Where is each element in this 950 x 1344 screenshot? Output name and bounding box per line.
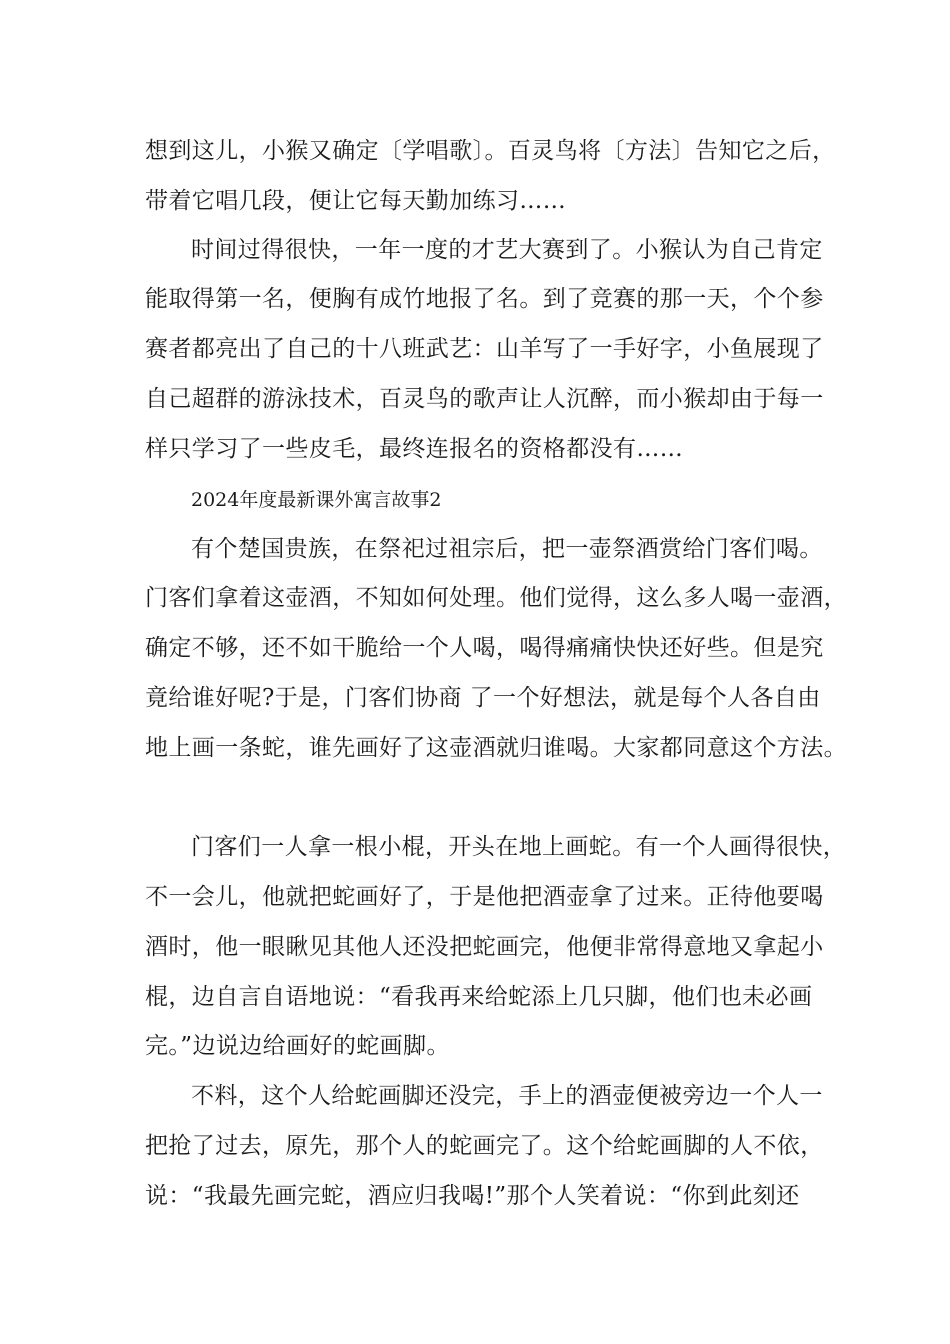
text-line: 带着它唱几段，便让它每天勤加练习…… <box>145 188 567 214</box>
text-line: 确定不够，还不如干脆给一个人喝，喝得痛痛快快还好些。但是究 <box>145 635 824 661</box>
text-line: 把抢了过去，原先，那个人的蛇画完了。这个给蛇画脚的人不依， <box>145 1133 824 1159</box>
text-line: 自己超群的游泳技术，百灵鸟的歌声让人沉醉，而小猴却由于每一 <box>145 386 824 412</box>
text-line: 不料，这个人给蛇画脚还没完，手上的酒壶便被旁边一个人一 <box>191 1083 823 1109</box>
text-line: 竟给谁好呢?于是，门客们协商 了一个好想法，就是每个人各自由 <box>145 685 821 711</box>
text-line: 地上画一条蛇，谁先画好了这壶酒就归谁喝。大家都同意这个方法。 <box>145 735 847 761</box>
text-line: 能取得第一名，便胸有成竹地报了名。到了竞赛的那一天，个个参 <box>145 286 824 312</box>
text-line: 说：“我最先画完蛇，酒应归我喝!”那个人笑着说：“你到此刻还 <box>145 1183 800 1209</box>
text-line: 门客们拿着这壶酒，不知如何处理。他们觉得，这么多人喝一壶酒， <box>145 585 847 611</box>
text-line: 不一会儿，他就把蛇画好了，于是他把酒壶拿了过来。正待他要喝 <box>145 884 824 910</box>
text-line: 想到这儿，小猴又确定〔学唱歌〕。百灵鸟将〔方法〕告知它之后， <box>145 138 836 164</box>
section-heading: 2024年度最新课外寓言故事2 <box>191 489 442 511</box>
text-line: 时间过得很快，一年一度的才艺大赛到了。小猴认为自己肯定 <box>191 237 823 263</box>
text-line: 样只学习了一些皮毛，最终连报名的资格都没有…… <box>145 436 684 462</box>
text-line: 棍，边自言自语地说：“看我再来给蛇添上几只脚，他们也未必画 <box>145 984 813 1010</box>
text-line: 赛者都亮出了自己的十八班武艺：山羊写了一手好字，小鱼展现了 <box>145 336 824 362</box>
text-line: 有个楚国贵族，在祭祀过祖宗后，把一壶祭酒赏给门客们喝。 <box>191 536 823 562</box>
text-line: 酒时，他一眼瞅见其他人还没把蛇画完，他便非常得意地又拿起小 <box>145 934 824 960</box>
text-line: 完。”边说边给画好的蛇画脚。 <box>145 1033 450 1059</box>
text-line: 门客们一人拿一根小棍，开头在地上画蛇。有一个人画得很快， <box>191 834 847 860</box>
